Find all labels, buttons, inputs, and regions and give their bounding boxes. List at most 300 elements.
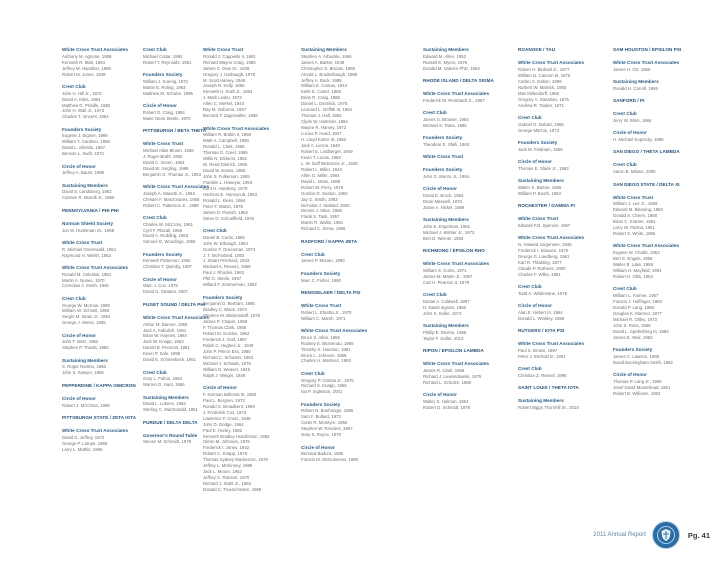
- donor-name: William L. Farmer, 1957: [613, 292, 659, 298]
- giving-level-heading: Founders Society: [613, 347, 653, 352]
- giving-level-heading: Circle of Honor: [62, 395, 96, 401]
- donor-name: Richard Wayne Craig, 1986: [203, 59, 256, 65]
- donor-name: Robert E. Lindberger, 1949: [301, 148, 353, 154]
- donor-name: Larry W. Partna, 1951: [613, 225, 655, 231]
- donor-name: Ronald J. Cappiello II, 1991: [203, 53, 256, 59]
- donor-name: Richard S. Knapp, 1955: [301, 383, 347, 389]
- donor-name: Gregory P. Christa Jr., 1975: [301, 377, 354, 383]
- donor-name: Edward M. Blessing, 1963: [613, 207, 663, 213]
- giving-level-section: [613, 372, 697, 397]
- giving-level-heading: Sustaining Members: [518, 177, 564, 183]
- giving-level-heading: Sustaining Members: [423, 217, 469, 223]
- donor-name: Lawrence F. Cross, 1948: [203, 415, 251, 421]
- giving-level-heading: Founders Society: [423, 135, 463, 141]
- giving-level-heading: Sustaining Members: [62, 357, 108, 363]
- donor-name: Jay G. Smith, 1983: [301, 196, 338, 202]
- giving-level-section: [301, 47, 385, 232]
- giving-level-section: [423, 292, 507, 317]
- donor-name: Gordon F. Greenman, 1973: [203, 246, 256, 252]
- donor-name: Andrew R. Tauber, 1971: [518, 102, 565, 108]
- donor-name: Anthony M. Agnone, 1958: [62, 53, 112, 59]
- donor-name: Kenneth Patterson, 1960: [143, 258, 191, 264]
- giving-level-section: [613, 286, 697, 340]
- giving-level-section: [518, 216, 602, 229]
- donor-name: Ronald L. Clark, 1966: [203, 144, 245, 150]
- chapter-heading: RUTGERS / IOTA PSI: [518, 327, 565, 333]
- giving-level-heading: White Cross Trust: [423, 154, 464, 160]
- donor-name: David Buckingham Smith, 1962: [613, 359, 673, 365]
- giving-level-section: [301, 271, 385, 284]
- donor-name: David E. Schneebeck, 1961: [143, 357, 197, 363]
- donor-name: S. Roger Rambo, 1966: [62, 364, 106, 370]
- donor-name: David G. Stratton, 2007: [143, 289, 188, 295]
- donor-name: Dean Maxwell, 1973: [423, 198, 462, 204]
- chapter-section: [518, 203, 602, 210]
- donor-name: Richard J. Lewandowski, 1975: [423, 373, 482, 379]
- donor-name: H. David Ingram, 1966: [423, 304, 466, 310]
- giving-level-heading: White Cross Trust Associates: [518, 341, 585, 347]
- donor-name: Thomas E. Slade Jr., 1983: [518, 165, 569, 171]
- donor-name: Josef David Moorehead, 1961: [613, 384, 671, 390]
- chapter-section: [613, 98, 697, 105]
- chapter-section: [62, 415, 146, 422]
- giving-level-heading: Crest Club: [301, 251, 325, 257]
- donor-name: Harrison E. Honeycutt, 1963: [203, 191, 257, 197]
- donor-name: Daniel L. Dezelick, 1975: [301, 101, 348, 107]
- giving-level-heading: White Cross Trust Associates: [62, 264, 129, 270]
- giving-level-heading: Sustaining Members: [301, 47, 347, 52]
- donor-name: Ralph C. Hughes Jr., 1949: [203, 343, 254, 349]
- giving-level-heading: White Cross Trust Associates: [423, 261, 490, 267]
- giving-level-heading: Crest Club: [423, 110, 447, 116]
- donor-name: John F. Metz, 1952: [62, 339, 99, 345]
- giving-level-section: [62, 333, 146, 352]
- donor-name: Aaron B. Milano, 2000: [613, 169, 656, 175]
- donor-name: George J. Weiss, 1965: [62, 320, 106, 326]
- column-6: [518, 47, 602, 417]
- donor-name: David W. Jurgling, 1986: [143, 165, 189, 171]
- donor-name: M. Scott Harvey, 1949: [203, 77, 246, 83]
- giving-level-heading: White Cross Trust Associates: [613, 243, 680, 249]
- giving-level-section: [613, 130, 697, 143]
- giving-level-heading: Circle of Honor: [518, 302, 552, 308]
- donor-name: Thomas P. Lang Jr., 1995: [613, 378, 662, 384]
- donor-name: David E. Brock, 1962: [423, 192, 464, 198]
- donor-name: David L. Lukens, 1962: [143, 401, 186, 407]
- donor-name: John P. Pierce Ess, 1980: [203, 348, 251, 354]
- chapter-heading: PENNSYLVANIA / PHI PHI: [62, 207, 119, 213]
- donor-name: Theodore E. Sfelli, 1963: [423, 141, 470, 147]
- donor-name: Charles T. Vincent, 1964: [62, 114, 109, 120]
- donor-name: Marc C. Fisher, 1990: [301, 277, 341, 283]
- page-number: Pg. 41: [687, 530, 710, 540]
- donor-name: William H. Mayfield, 1954: [613, 267, 662, 273]
- donor-name: Michael J. Schwab, 1978: [203, 360, 251, 366]
- donor-name: David A. Kiles, 1964: [62, 96, 101, 102]
- donor-name: Robert L. Ehretta Jr., 1970: [301, 309, 352, 315]
- chapter-section: [62, 383, 146, 390]
- giving-level-heading: White Cross Trust Associates: [423, 361, 490, 367]
- donor-name: Frederick W. Reinhardt Jr., 1957: [423, 97, 485, 103]
- chapter-heading: PEPPERDINE / KAPPA OMICRON: [62, 382, 136, 388]
- donor-name: Sergio M. Sloan Jr., 1954: [62, 314, 111, 320]
- donor-name: Robert T. Reynolds, 1981: [143, 59, 192, 65]
- chapter-section: [62, 208, 146, 215]
- giving-level-heading: Crest Club: [143, 369, 167, 375]
- donor-name: Willis N. Dickens, 1952: [203, 156, 247, 162]
- donor-name: J. T. McFarland, 1953: [203, 252, 245, 258]
- donor-name: Sterling C. MacDonald, 1951: [143, 407, 198, 413]
- donor-name: David G. Jeffrey, 1972: [62, 434, 105, 440]
- giving-level-heading: Crest Club: [613, 162, 637, 168]
- giving-level-section: [518, 178, 602, 197]
- giving-level-section: [613, 111, 697, 124]
- chapter-heading: SANFORD / PI: [613, 98, 645, 104]
- donor-name: Stephen M. Blickenstaff, 1976: [203, 313, 261, 319]
- donor-name: Rodney E. Blumenau, 1965: [301, 340, 354, 346]
- giving-level-heading: Crest Club: [613, 111, 637, 117]
- donor-name: Kenneth R. Blair, 1954: [62, 59, 105, 65]
- donor-name: Stephen P. Thodis, 1982: [62, 345, 109, 351]
- donor-name: David C. Green, 1954: [143, 159, 185, 165]
- giving-level-section: [423, 323, 507, 342]
- giving-level-heading: Sustaining Members: [518, 398, 564, 404]
- donor-name: Mark A. Campbell, 1980: [203, 138, 249, 144]
- donor-name: Frederick I. Klausen, 1975: [518, 247, 569, 253]
- donor-name: Paul J. Rhodes, 1962: [203, 270, 245, 276]
- giving-level-section: [423, 91, 507, 104]
- donor-name: Richard J. Stahl Jr., 1963: [203, 481, 252, 487]
- donor-name: Allen G. Miller, 1984: [301, 172, 340, 178]
- donor-name: Eugene J. Eiginer, 1999: [62, 133, 108, 139]
- giving-level-section: [518, 140, 602, 153]
- donor-name: Bernard Badura, 1985: [301, 451, 344, 457]
- giving-level-heading: Circle of Honor: [423, 392, 457, 398]
- giving-level-heading: Sustaining Members: [423, 47, 469, 52]
- donor-name: Samuel G. Woodings, 1956: [143, 239, 196, 245]
- donor-name: Robert W. Perry, 1978: [301, 184, 344, 190]
- giving-level-heading: Crest Club: [518, 283, 542, 289]
- donor-name: Norbert W. Malnick, 1955: [518, 84, 567, 90]
- donor-name: Kevin T. Lucas, 1963: [301, 154, 341, 160]
- donor-name: Larry L. Mathis, 1965: [62, 446, 103, 452]
- donor-name: Kevin P. Sale, 1996: [143, 351, 181, 357]
- giving-level-heading: Founders Society: [143, 72, 183, 77]
- donor-name: Curtis R. McIntyre, 1956: [301, 420, 348, 426]
- giving-level-section: [423, 154, 507, 161]
- donor-name: William J. Koenig, 1972: [143, 78, 188, 84]
- donor-name: Matthew D. Priddle, 1982: [62, 102, 111, 108]
- giving-level-heading: Founders Society: [143, 251, 183, 257]
- donor-name: Michael J. Mahler Jr., 1973: [423, 229, 475, 235]
- donor-name: William P. Booth, 1964: [518, 190, 561, 196]
- page-footer: [593, 521, 710, 549]
- giving-level-section: [518, 115, 602, 134]
- donor-name: Stephen W. Renders, 1967: [301, 426, 353, 432]
- donor-name: Ronald S. Broadbent, 1960: [203, 403, 255, 409]
- giving-level-heading: Circle of Honor: [613, 372, 647, 377]
- giving-level-section: [62, 183, 146, 202]
- giving-level-section: [518, 366, 602, 379]
- giving-level-heading: Crest Club: [62, 295, 86, 301]
- donor-name: Donald P. Lang, 1966: [613, 304, 655, 310]
- donor-name: Paul L. Bergren, 1973: [203, 397, 245, 403]
- chapter-heading: RENSSELAER / DELTA PSI: [301, 289, 361, 295]
- column-1: [62, 47, 146, 459]
- giving-level-heading: White Cross Trust Associates: [203, 125, 270, 131]
- donor-name: Ray M. Osborne, 1967: [203, 107, 247, 113]
- donor-name: Allen C. Merkel, 1944: [203, 101, 245, 107]
- giving-level-heading: Crest Club: [518, 114, 542, 120]
- donor-name: Clyde W. Hartman, 1964: [301, 119, 348, 125]
- donor-name: Ronald L. Kiens, 1964: [203, 197, 246, 203]
- chapter-heading: ROANOKE / TAU: [518, 47, 556, 52]
- donor-name: James E. Weir, 1963: [613, 334, 653, 340]
- giving-level-section: [301, 252, 385, 265]
- chapter-section: [301, 290, 385, 297]
- donor-name: Brian W. Haynes, 1984: [143, 333, 187, 339]
- donor-name: H. Lloyd Kotter III, 1962: [301, 137, 347, 143]
- donor-name: Raymond H. Welsh, 1953: [62, 252, 111, 258]
- donor-name: Gregory A. Sanahan, 1976: [518, 96, 569, 102]
- giving-level-section: [203, 385, 287, 493]
- donor-name: David A. Redding, 1963: [143, 233, 189, 239]
- donor-name: Max Millendorff, 1966: [518, 90, 560, 96]
- donor-name: Gregory J. Harbaugh, 1978: [203, 71, 256, 77]
- giving-level-heading: White Cross Trust: [613, 194, 654, 200]
- giving-level-heading: White Cross Trust: [301, 302, 342, 308]
- donor-name: Gerald S. Cheen, 1958: [613, 213, 657, 219]
- giving-level-heading: Crest Club: [203, 227, 227, 233]
- donor-name: Jeffrey C. Ranson, 1970: [203, 475, 250, 481]
- giving-level-heading: Crest Club: [62, 83, 86, 89]
- giving-level-section: [423, 217, 507, 242]
- chapter-heading: RICHMOND / EPSILON RHO: [423, 248, 485, 254]
- donor-name: Claude P. Rothens, 1980: [518, 265, 566, 271]
- report-label: 2011 Annual Report: [593, 532, 646, 538]
- giving-level-heading: Sustaining Members: [423, 323, 469, 329]
- giving-level-section: [62, 296, 146, 327]
- donor-name: John G. Munro Jr., 1954: [423, 173, 470, 179]
- donor-name: Robert J. McChrsa, 1995: [62, 402, 110, 408]
- giving-level-section: [613, 195, 697, 237]
- donor-name: Paul S. Brown, 1997: [518, 347, 558, 353]
- giving-level-section: [301, 328, 385, 364]
- donor-name: Thomas J. Hall, 1952: [301, 113, 342, 119]
- giving-level-heading: Circle of Honor: [301, 444, 335, 450]
- giving-level-section: [62, 428, 146, 453]
- giving-level-heading: White Cross Trust Associates: [518, 235, 585, 241]
- donor-name: Christian Z. Reimel, 1995: [518, 372, 567, 378]
- chapter-section: [301, 239, 385, 246]
- donor-name: Douglas K. Marmer, 1977: [613, 310, 662, 316]
- giving-level-heading: Circle of Honor: [62, 332, 96, 338]
- giving-level-section: [423, 261, 507, 286]
- giving-level-heading: Crest Club: [613, 286, 637, 292]
- donor-name: William E. Caman, 1943: [301, 83, 348, 89]
- column-4: [301, 47, 385, 470]
- donor-name: Sam F. Bullard, 1973: [301, 414, 341, 420]
- giving-level-heading: Circle of Honor: [518, 158, 552, 164]
- donor-name: H. Michael Kopnicky, 1996: [613, 137, 664, 143]
- giving-level-section: [518, 341, 602, 360]
- giving-level-heading: Founders Society: [423, 167, 463, 173]
- giving-level-heading: Circle of Honor: [143, 276, 177, 282]
- donor-name: Joseph R. Kelly, 1966: [203, 83, 245, 89]
- giving-level-heading: Sustaining Members: [143, 394, 189, 400]
- donor-name: Walter S. Barton, 1955: [518, 184, 562, 190]
- donor-name: Robert H. Birdsall Jr., 1977: [518, 66, 570, 72]
- chapter-heading: SAN DIEGO / THETA LAMBDA: [613, 149, 680, 155]
- donor-name: John H. Hill Jr., 1972: [62, 90, 102, 96]
- giving-level-heading: White Cross Trust Associates: [62, 427, 129, 433]
- donor-name: Timothy S. Houston, 1981: [301, 346, 351, 352]
- donor-name: George G. Luedberg, 1961: [518, 253, 570, 259]
- giving-level-heading: White Cross Trust: [203, 47, 244, 52]
- donor-name: Carl H. Pearson II, 1979: [423, 279, 470, 285]
- donor-name: Leonard L. Griffith III, 1964: [301, 107, 353, 113]
- donor-name: James A. Barker, 1949: [301, 59, 345, 65]
- giving-level-section: [518, 235, 602, 277]
- giving-level-section: [62, 84, 146, 120]
- giving-level-heading: Circle of Honor: [423, 186, 457, 192]
- giving-level-section: [613, 243, 697, 279]
- donor-name: David S. Landsberg, 1982: [62, 189, 112, 195]
- donor-name: John S. Fulkerson, 1955: [203, 173, 250, 179]
- donor-name: Bradley C. Black, 1973: [203, 307, 247, 313]
- donor-name: Michael Cottar, 1984: [143, 53, 183, 59]
- giving-level-heading: Founders Society: [301, 270, 341, 276]
- giving-level-section: [518, 303, 602, 322]
- donor-name: Glenn M. Johnson, 1976: [203, 439, 250, 445]
- donor-name: Daniel A. Caldwell, 1987: [423, 298, 470, 304]
- giving-level-heading: White Cross Trust Associates: [143, 314, 210, 320]
- donor-name: Martin E. Roling, 1963: [143, 84, 186, 90]
- donor-name: Robert N. Boehringer, 1955: [301, 408, 354, 414]
- donor-name: Charles F. Wilks, 1951: [518, 271, 561, 277]
- donor-name: John S. Keller, 1972: [423, 310, 462, 316]
- donor-name: Bernard F. Zagenwiller, 1958: [203, 113, 258, 119]
- giving-level-section: [423, 110, 507, 129]
- donor-name: George P. Lampe, 1965: [62, 440, 108, 446]
- giving-level-section: [613, 79, 697, 92]
- donor-name: Robert B. Williams, 1983: [613, 390, 661, 396]
- donor-name: John S. Sawyer, 1965: [62, 370, 104, 376]
- donor-name: F. Thomas Clark, 1955: [203, 325, 247, 331]
- donor-name: George W. Morrow, 1969: [62, 302, 110, 308]
- giving-level-section: [62, 358, 146, 377]
- donor-name: Martin A. Nunes, 1970: [62, 277, 105, 283]
- donor-name: Steve G. Schoeffield, 1976: [203, 215, 255, 221]
- giving-level-heading: Founders Society: [301, 401, 341, 407]
- donor-name: Gabriel G. Dubart, 1965: [518, 121, 564, 127]
- giving-level-section: [301, 303, 385, 322]
- donor-name: Jack A. Lierna, 1948: [301, 143, 340, 148]
- giving-level-section: [518, 159, 602, 172]
- donor-name: Michael Allan Bloom, 1968: [143, 147, 194, 153]
- donor-name: Wayne R. Harvey, 1972: [301, 125, 347, 131]
- giving-level-heading: Founders Society: [518, 139, 558, 145]
- donor-name: Robert C. Knapp, 1978: [203, 451, 247, 457]
- chapter-heading: PURDUE / DELTA DELTA: [143, 419, 198, 425]
- giving-level-section: [62, 164, 146, 177]
- donor-name: William T. Gardiner, 1956: [62, 139, 110, 145]
- giving-level-heading: Norman Shield Society: [62, 220, 114, 226]
- giving-level-section: [613, 162, 697, 175]
- donor-name: Kenneth H. Kraft Jr., 1954: [203, 89, 253, 95]
- donor-name: Christer F. Manzonares, 1958: [143, 196, 200, 202]
- donor-name: Matthew M. Schube, 1996: [143, 90, 193, 96]
- column-7: [613, 47, 697, 403]
- giving-level-section: [203, 47, 287, 119]
- donor-name: John S. Ross, 1968: [613, 322, 651, 328]
- donor-name: R. Michael Greenwald, 1951: [62, 246, 117, 252]
- donor-name: Frank S. Tash, 1957: [301, 214, 340, 220]
- donor-name: Jeffrey L. McKinney, 1986: [203, 463, 253, 469]
- donor-name: Harold B. Prescott, 1951: [143, 345, 190, 351]
- donor-name: Charles W. McCrory, 1961: [143, 221, 194, 227]
- donor-name: Thomas G. Creel, 1955: [203, 150, 248, 156]
- donor-name: J. Roger Brahl, 1960: [143, 153, 183, 159]
- donor-name: Thomas Sydney Mackenzie, 1979: [203, 457, 268, 463]
- chapter-section: [613, 149, 697, 156]
- donor-name: Cornelius J. Smith, 1946: [62, 283, 109, 289]
- giving-level-section: [62, 240, 146, 259]
- giving-level-heading: White Cross Trust Associates: [423, 91, 490, 97]
- donor-name: Michael R. Oliley, 1973: [613, 316, 657, 322]
- donor-name: Jon M. Huntsman Sr., 1959: [62, 227, 115, 233]
- donor-name: John H. Walt Jr., 1973: [62, 108, 105, 114]
- giving-level-section: [203, 126, 287, 222]
- donor-name: Jeffrey A. Buck, 1988: [301, 77, 342, 83]
- giving-level-section: [518, 60, 602, 108]
- donor-name: Benson L. Swift, 1973: [62, 151, 104, 157]
- donor-name: Richard L. Schulze, 1958: [423, 379, 472, 385]
- donor-name: Ian P. Ingleston, 2001: [301, 389, 343, 395]
- donor-name: David L. Spellerberg III, 1994: [613, 328, 669, 334]
- donor-name: Richard C. Schuster, 1953: [203, 354, 254, 360]
- giving-level-heading: Circle of Honor: [62, 163, 96, 169]
- donor-name: W. Reed Dietrich, 1965: [203, 162, 248, 168]
- donor-name: Karl R. Thlalding, 1977: [518, 259, 562, 265]
- donor-name: William J. Lee Jr., 1959: [613, 201, 658, 207]
- chapter-section: [518, 328, 602, 335]
- donor-name: Jack A. Fabulich, 1951: [143, 327, 187, 333]
- giving-level-heading: White Cross Trust Associates: [62, 47, 129, 52]
- donor-name: James D. Parrish, 1962: [203, 209, 248, 215]
- giving-level-section: [301, 402, 385, 438]
- donor-name: James S. Browne, 1964: [423, 116, 469, 122]
- donor-name: Carlen S. Dalton, 1999: [518, 78, 562, 84]
- donor-name: Phil G. Steele, 1957: [203, 276, 242, 282]
- donor-name: Jeffrey A. Baum, 1985: [62, 170, 105, 176]
- donor-name: William N. Cannon III, 1975: [518, 72, 571, 78]
- donor-name: Gary S. Royce, 1978: [301, 432, 341, 438]
- giving-level-section: [423, 392, 507, 411]
- chapter-heading: SAM HOUSTON / EPSILON PSI: [613, 47, 682, 52]
- giving-level-section: [62, 47, 146, 78]
- donor-name: Christian T. Quimby, 1997: [143, 264, 193, 270]
- giving-level-heading: Crest Club: [143, 214, 167, 220]
- donor-name: Charles H. Martinez, 1953: [301, 358, 351, 364]
- donor-name: William R. Botkin II, 1956: [203, 132, 251, 138]
- donor-name: Taylor F. Goller, 2013: [423, 335, 464, 341]
- giving-level-heading: Founders Society: [203, 294, 243, 300]
- donor-name: Franklin L. Haneyar, 1953: [203, 179, 253, 185]
- giving-level-section: [423, 167, 507, 180]
- donor-name: James C. Lawson, 1985: [613, 353, 660, 359]
- donor-name: Marie Dean Steele, 1970: [143, 115, 191, 121]
